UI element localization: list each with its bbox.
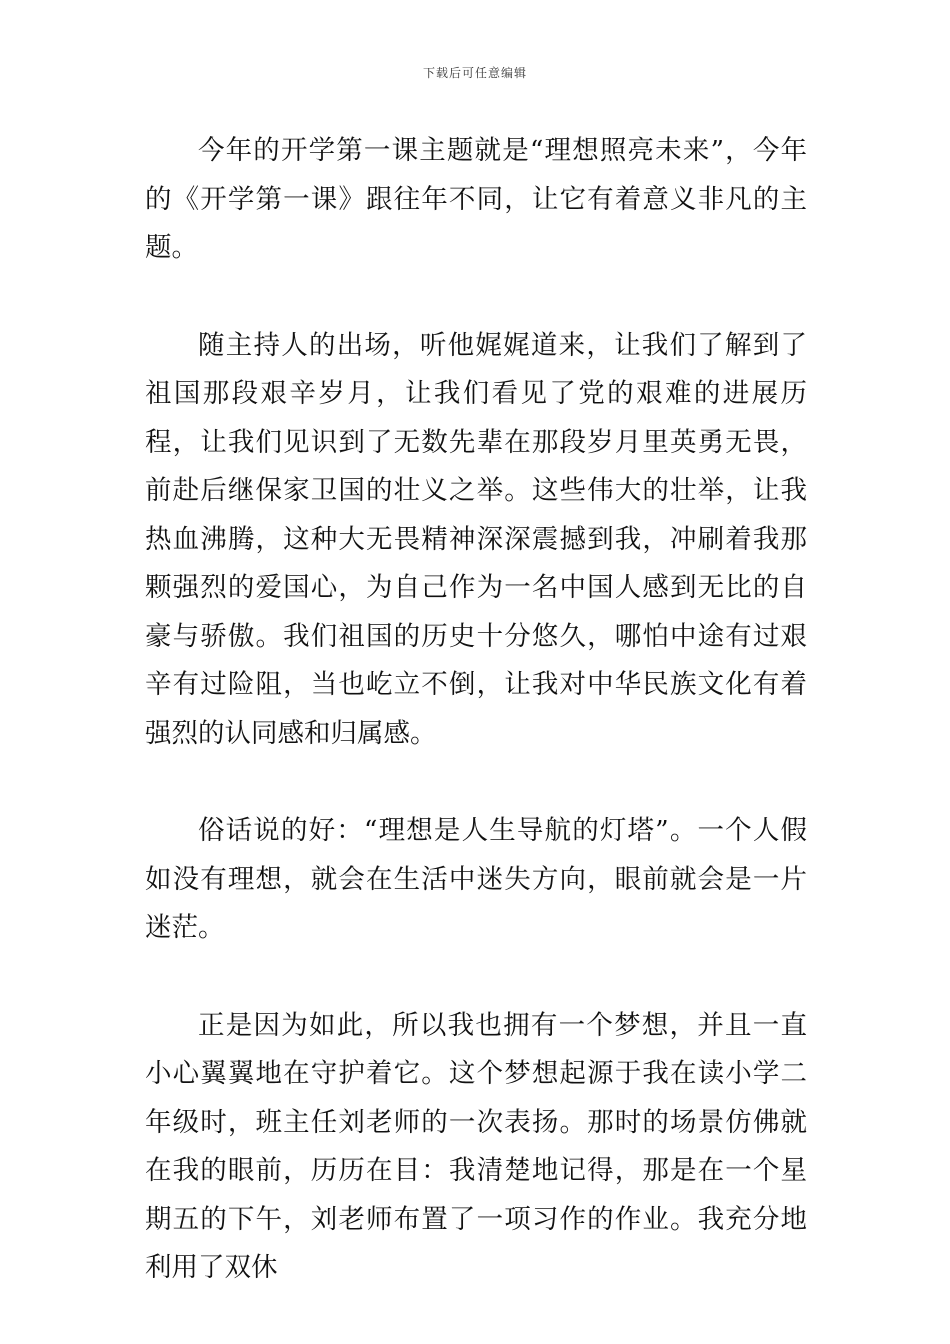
paragraph-4: 正是因为如此，所以我也拥有一个梦想，并且一直小心翼翼地在守护着它。这个梦想起源于我在读小学二年级时，班主任刘老师的一次表扬。那时的场景仿佛就在我的眼前，历历在目：我清楚地记得，那是在一个星期五的下午，刘老师布置了一项习作的作业。我充分地利用了双休 xyxy=(145,1009,807,1283)
paragraph-3: 俗话说的好：“理想是人生导航的灯塔”。一个人假如没有理想，就会在生活中迷失方向，眼前就会是一片迷茫。 xyxy=(145,815,807,943)
page-header: 下载后可任意编辑 xyxy=(422,66,527,80)
paragraph-1: 今年的开学第一课主题就是“理想照亮未来”，今年的《开学第一课》跟往年不同，让它有着意义非凡的主题。 xyxy=(145,135,807,263)
paragraph-2: 随主持人的出场，听他娓娓道来，让我们了解到了祖国那段艰辛岁月，让我们看见了党的艰难的进展历程，让我们见识到了无数先辈在那段岁月里英勇无畏，前赴后继保家卫国的壮义之举。这些伟大的壮举，让我热血沸腾，这种大无畏精神深深震撼到我，冲刷着我那颗强烈的爱国心，为自己作为一名中国人感到无比的自豪与骄傲。我们祖国的历史十分悠久，哪怕中途有过艰辛有过险阻，当也屹立不倒，让我对中华民族文化有着强烈的认同感和归属感。 xyxy=(145,329,807,749)
document-body xyxy=(145,127,807,1293)
